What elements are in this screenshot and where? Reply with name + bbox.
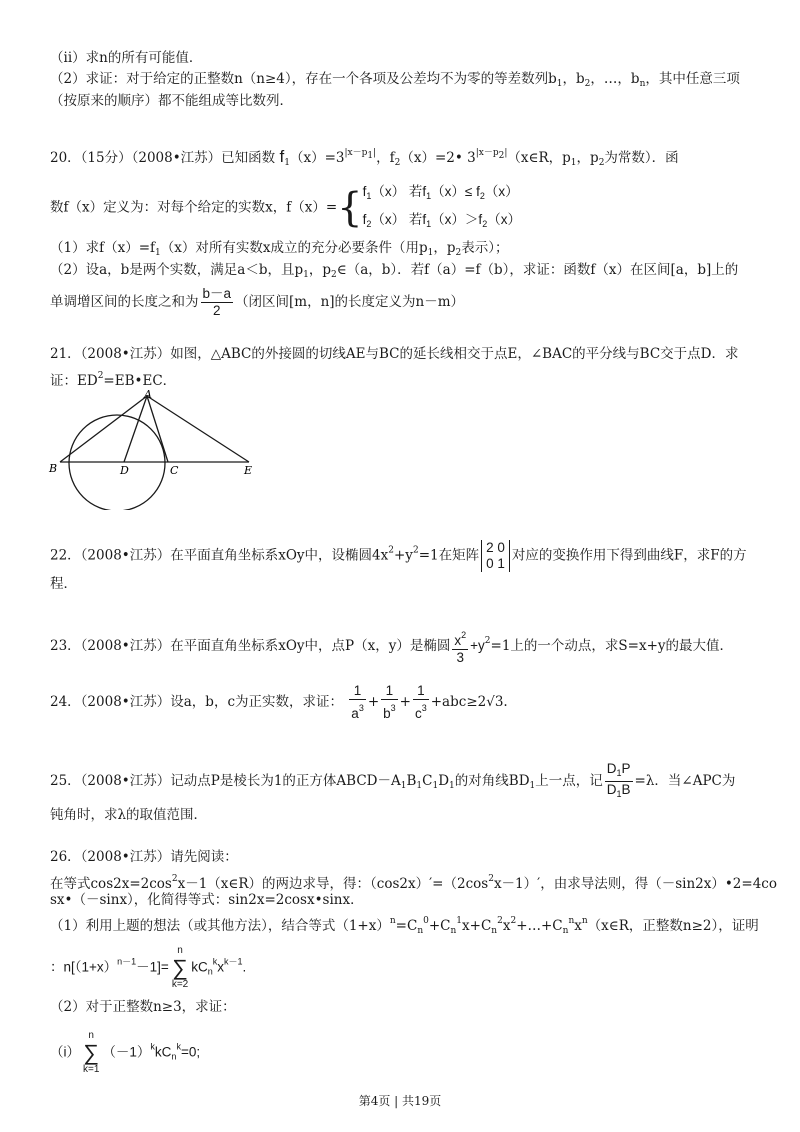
question-23: 23．（2008•江苏）在平面直角坐标系xOy中，点P（x，y）是椭圆 $\frac{x^2}{3}$ $+y^2=1$上的一个动点，求S=x+y的最大值． — [50, 627, 733, 666]
label-C: C — [170, 464, 179, 477]
question-26-formula1: ：$n[(1+x)^{n-1}-1]=$ n ∑ k=2 $kC_n^kx^{k-1}$. — [50, 945, 247, 990]
question-20-part2: （2）设a，b是两个实数，满足a＜b，且$p_1$，$p_2\in(a$，b）．若f（a）=f（b），求证：函数f（x）在区间[a，b]上的 — [50, 262, 739, 280]
question-22-line2: 程． — [50, 576, 77, 592]
question-25-line1: 25．（2008•江苏）记动点P是棱长为1的正方体$ABCD-A_1B_1C_1D_1$的对角线$BD_1$上一点，记 $\frac{D_1P}{D_1B}$ =λ．当∠APC为 — [50, 761, 735, 802]
question-20-part1: （1）求$f(x)=f_1(x)$对所有实数x成立的充分必要条件（用$p_1$，$p_2$表示）； — [50, 240, 509, 258]
page-footer: 第4页 | 共19页 — [358, 1094, 442, 1108]
tangent-AE — [147, 396, 249, 462]
question-26-line3: sx•（－sinx），化简得等式：sin2x=2cosx•sinx． — [50, 892, 364, 908]
label-A: A — [144, 388, 152, 401]
text-line: （ii）求n的所有可能值． — [50, 50, 203, 66]
summation: n ∑ k=2 — [171, 945, 189, 990]
fraction: $\frac{D_1P}{D_1B}$ — [606, 761, 631, 799]
text-line: （按原来的顺序）都不能组成等比数列． — [50, 93, 293, 109]
label-E: E — [244, 464, 253, 477]
question-26-part1: （1）利用上题的想法（或其他方法），结合等式$(1+x)^n=C_n^0+C_n^1x+C_n^2x^2+\dots+C_n^nx^n(x\in R$，正整数n≥2），证明 — [50, 916, 759, 936]
question-21-line1: 21．（2008•江苏）如图，△ABC的外接圆的切线AE与BC的延长线相交于点E，∠BAC的平分线与BC交于点D．求 — [50, 346, 739, 362]
question-20-part2b: 单调增区间的长度之和为 $\frac{b-a}{2}$ （闭区间[m，n]的长度定义为n－m） — [50, 286, 465, 318]
summation: n ∑ k=1 — [83, 1030, 100, 1075]
label-D: D — [120, 464, 129, 477]
question-26-line2: 在等式$\cos 2x=2\cos^2x-1(x\in R)$的两边求导，得：$(\cos 2x)'=(2\cos^2x-1)'$，由求导法则，得（－sin2x）•2=4co — [50, 874, 777, 892]
fraction: $\frac{1}{c^3}$ — [414, 683, 427, 721]
piecewise-cases: $f_1(x)$ 若$f_1(x)\le f_2(x)$ $f_2(x)$ 若$f_1(x)>f_2(x)$ — [362, 184, 521, 229]
question-26-part2: （2）对于正整数n≥3，求证： — [50, 999, 236, 1015]
question-21-line2: 证：$ED^2=EB•EC$． — [50, 371, 177, 389]
text-line: （2）求证：对于给定的正整数n（n≥4），存在一个各项及公差均不为零的等差数列$b_1$，$b_2$，…，$b_n$，其中任意三项 — [50, 71, 740, 89]
fraction: $\frac{1}{b^3}$ — [383, 683, 396, 721]
line-AB — [60, 396, 147, 462]
fraction: $\frac{b-a}{2}$ — [202, 286, 232, 318]
question-25-line2: 钝角时，求λ的取值范围． — [50, 807, 208, 823]
label-B: B — [49, 462, 58, 475]
question-20-line1: 20．（15分）（2008•江苏）已知函数 $f_1(x)=3^{|x-p1|}$，$f_2(x)=2•$ $3^{|x-p2|}(x\in R$，$p_1$，$p_2$为常数）．函 — [50, 147, 679, 168]
matrix: 2 0 0 1 — [481, 540, 510, 572]
question-26-line1: 26．（2008•江苏）请先阅读： — [50, 849, 238, 865]
question-20-definition: 数f（x）定义为：对每个给定的实数x，f（x）={ $f_1(x)$ 若$f_1(x)\le f_2(x)$ $f_2(x)$ 若$f_1(x)>f_2(x)$ — [50, 180, 521, 236]
line-AD — [124, 396, 147, 462]
fraction: $\frac{x^2}{3}$ — [452, 627, 468, 666]
fraction: $\frac{1}{a^3}$ — [351, 683, 364, 721]
question-24: 24．（2008•江苏）设a，b，c为正实数，求证： $\frac{1}{a^3}$ + $\frac{1}{b^3}$ + $\frac{1}{c^3}$ +abc≥2√3. — [50, 683, 508, 721]
geometry-figure — [44, 388, 264, 510]
question-22-line1: 22．（2008•江苏）在平面直角坐标系xOy中，设椭圆$4x^2+y^2=1$在矩阵 2 0 0 1 对应的变换作用下得到曲线F，求F的方 — [50, 540, 747, 571]
question-26-formula2: （i） n ∑ k=1 $(-1)^kkC_n^k=0$; — [50, 1030, 201, 1075]
